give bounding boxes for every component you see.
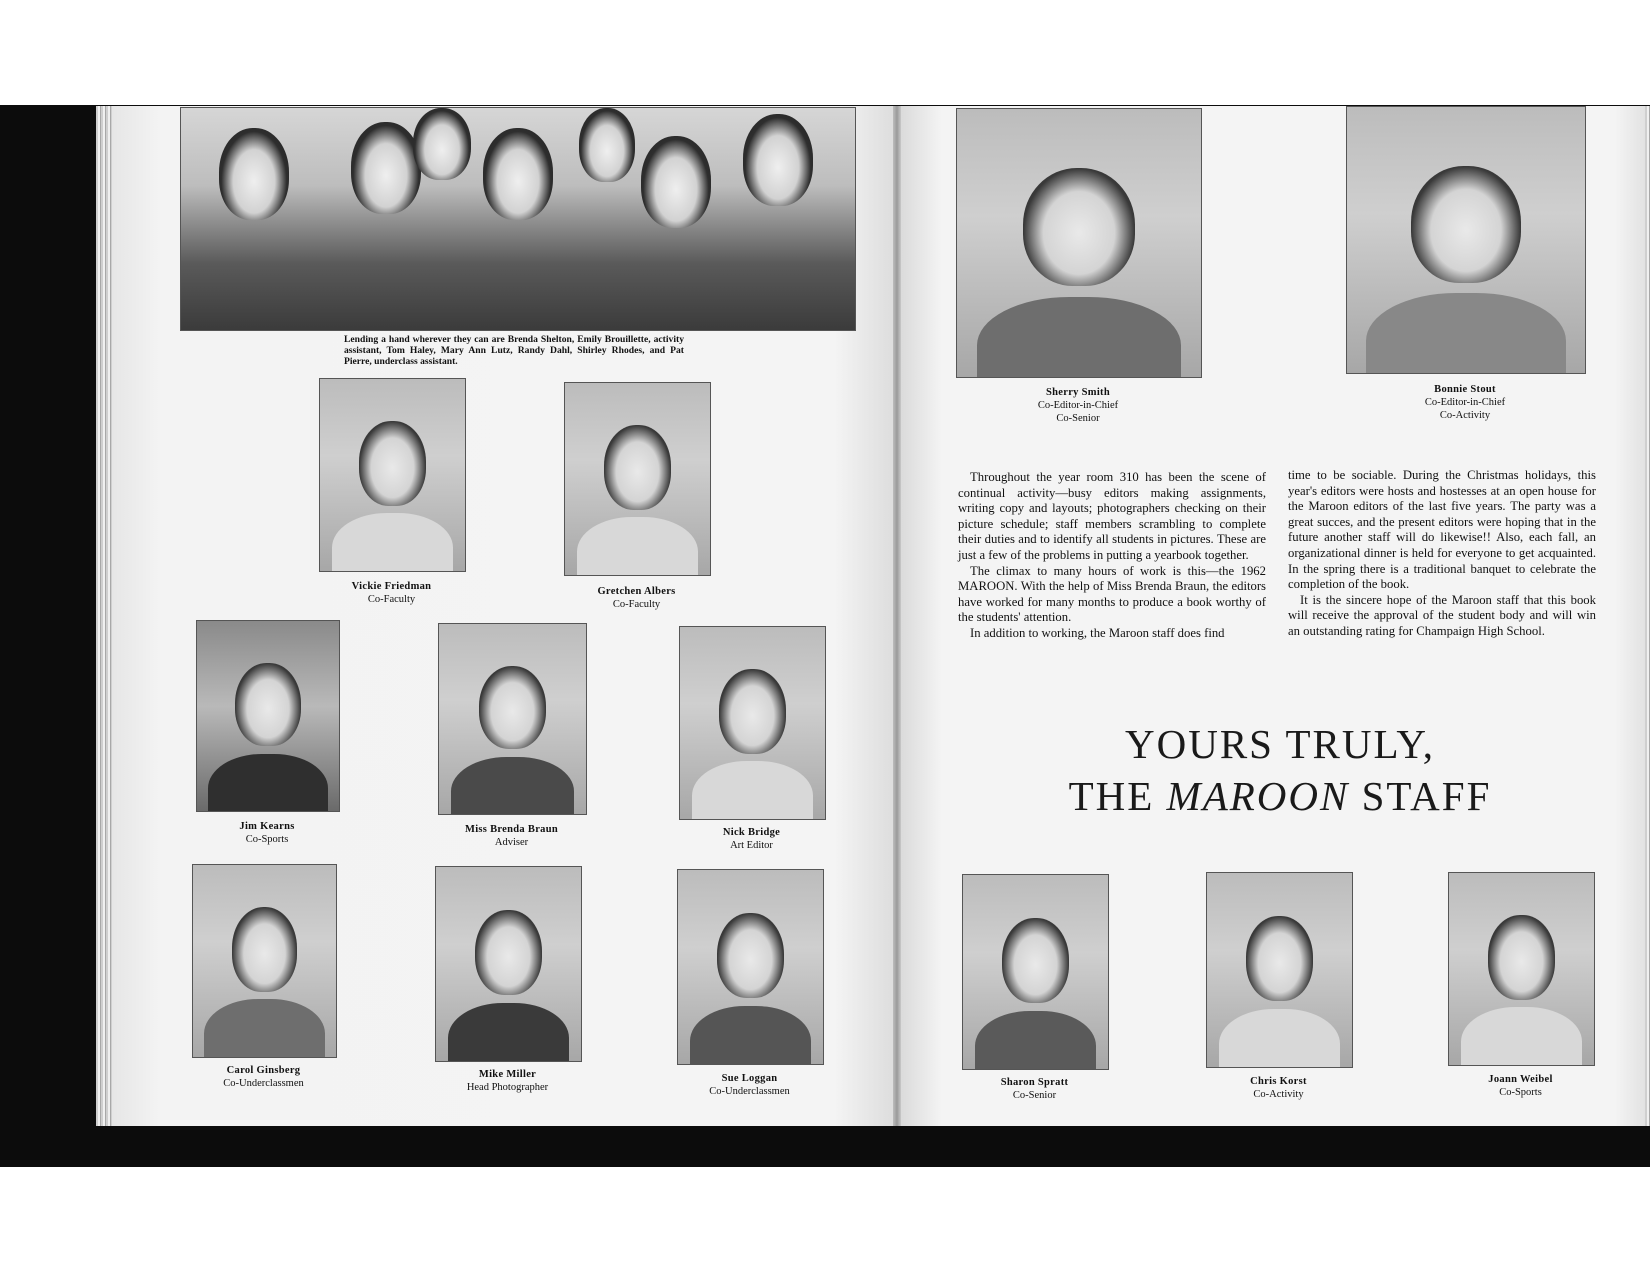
staff-name: Gretchen Albers [597,586,676,597]
staff-role: Co-Activity [1253,1089,1304,1100]
caption-sue-loggan [667,1072,832,1098]
portrait-brenda-braun [438,623,587,815]
caption-gretchen-albers [554,585,719,611]
staff-role: Co-Sports [1499,1087,1542,1098]
group-photo [180,107,856,331]
staff-name: Vickie Friedman [351,581,432,592]
staff-role: Co-Editor-in-Chief [1424,397,1506,408]
portrait-sherry-smith [956,108,1202,378]
headline-maroon: MAROON [1166,773,1350,819]
staff-name: Carol Ginsberg [226,1065,301,1076]
group-photo-caption: Lending a hand wherever they can are Brenda Shelton, Emily Brouillette, activity assistant, Tom Haley, Mary Ann Lutz, Randy Dahl, Shirley Rhodes, and Pat Pierre, underclass assistant. [344,334,684,367]
article-paragraph: The climax to many hours of work is this—the 1962 MAROON. With the help of Miss Brenda Braun, the editors have worked for many months to produce a book worthy of the students' attention. [958,563,1266,625]
caption-brenda-braun [428,823,595,849]
article-paragraph: It is the sincere hope of the Maroon staff that this book will receive the approval of the student body and will win an outstanding rating for Champaign High School. [1288,592,1596,638]
portrait-chris-korst [1206,872,1353,1068]
portrait-gretchen-albers [564,382,711,576]
headline-line-1: YOURS TRULY, [1125,721,1435,767]
staff-name: Sue Loggan [721,1073,778,1084]
staff-name: Miss Brenda Braun [464,824,558,835]
caption-sharon-spratt [952,1076,1117,1102]
staff-name: Mike Miller [478,1069,537,1080]
caption-mike-miller [425,1068,590,1094]
portrait-carol-ginsberg [192,864,337,1058]
caption-vickie-friedman [309,580,474,606]
portrait-nick-bridge [679,626,826,820]
staff-role: Head Photographer [466,1082,549,1093]
caption-carol-ginsberg [182,1064,345,1090]
article-paragraph: time to be sociable. During the Christmas holidays, this year's editors were hosts and hostesses at an open house for the Maroon editors of the last five years. The party was a great succes, and the present editors were hoping that in the future another staff will do likewise!! Also, each fall, an organizational dinner is held for everyone to get acquainted. In the spring there is a traditional banquet to celebrate the completion of the book. [1288,468,1596,592]
staff-role: Co-Sports [245,834,289,845]
staff-name: Sherry Smith [1046,387,1110,398]
article-column-1 [958,470,1266,642]
staff-role: Art Editor [730,840,773,851]
caption-jim-kearns [186,820,348,846]
caption-joann-weibel [1438,1073,1603,1099]
staff-name: Nick Bridge [722,827,781,838]
portrait-sue-loggan [677,869,824,1065]
staff-name: Sharon Spratt [1000,1077,1069,1088]
headline-line-2: THE MAROON STAFF [1068,773,1492,819]
portrait-jim-kearns [196,620,340,812]
caption-sherry-smith [1000,386,1156,425]
portrait-sharon-spratt [962,874,1109,1070]
page-headline [1020,718,1540,822]
staff-name: Bonnie Stout [1434,384,1496,395]
staff-role: Co-Underclassmen [709,1086,790,1097]
staff-name: Joann Weibel [1488,1074,1553,1085]
staff-name: Jim Kearns [239,821,295,832]
staff-role: Co-Faculty [367,594,416,605]
staff-name: Chris Korst [1250,1076,1307,1087]
article-paragraph: In addition to working, the Maroon staff does find [970,625,1225,640]
caption-chris-korst [1196,1075,1361,1101]
staff-role: Adviser [494,837,529,848]
staff-role: Co-Underclassmen [223,1078,304,1089]
caption-bonnie-stout [1387,383,1543,422]
staff-role: Co-Faculty [612,599,661,610]
article-paragraph: Throughout the year room 310 has been the scene of continual activity—busy editors making assignments, writing copy and layouts; photographers checking on their picture schedule; staff members scrambling to complete their duties and to identify all students in pictures. These are just a few of the problems in putting a yearbook together. [958,470,1266,562]
portrait-bonnie-stout [1346,106,1586,374]
staff-role: Co-Senior [1012,1090,1057,1101]
staff-role-secondary: Co-Senior [1056,413,1100,424]
portrait-mike-miller [435,866,582,1062]
caption-nick-bridge [669,826,834,852]
portrait-vickie-friedman [319,378,466,572]
book-gutter [893,106,901,1126]
staff-role-secondary: Co-Activity [1439,410,1491,421]
portrait-joann-weibel [1448,872,1595,1066]
staff-role: Co-Editor-in-Chief [1037,400,1119,411]
article-column-2 [1288,468,1596,640]
